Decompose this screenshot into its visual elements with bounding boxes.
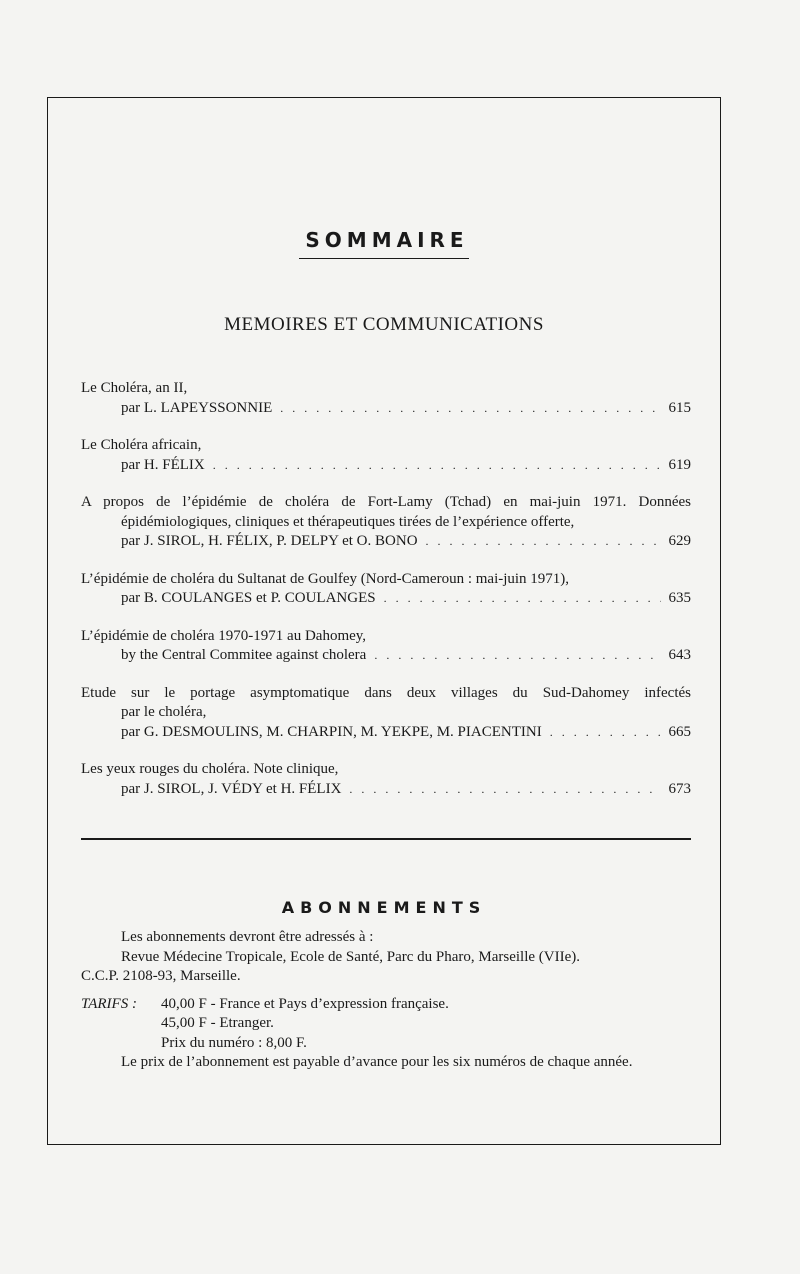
toc-entry-authors: par J. SIROL, H. FÉLIX, P. DELPY et O. BONO [121,533,418,549]
toc-entry-author-line [81,589,691,609]
prix-numero: Prix du numéro : 8,00 F. [161,1034,307,1051]
leader-dots [374,646,660,666]
toc-entry [81,379,691,418]
toc-entry-page: 643 [668,647,691,663]
toc-entry-title: Etude sur le portage asymptomatique dans deux villages du Sud-Dahomey infectés [81,684,691,701]
leader-dots [213,456,661,476]
section-title: MEMOIRES ET COMMUNICATIONS [224,314,544,335]
toc-entry-title: Les yeux rouges du choléra. Note clinique, [81,761,339,777]
toc-entry-authors: by the Central Commitee against cholera [121,647,367,663]
closing-note: Le prix de l’abonnement est payable d’avance pour les six numéros de chaque année. [121,1054,633,1070]
toc-entry-author-line [81,532,691,552]
table-of-contents [81,379,691,799]
leader-dots [280,399,660,419]
leader-dots [384,589,661,609]
toc-entry-authors: par J. SIROL, J. VÉDY et H. FÉLIX [121,780,342,797]
toc-entry-page: 635 [668,590,691,606]
toc-entry [81,760,691,799]
toc-entry-page: 615 [668,399,691,416]
abonnements-block [81,928,691,1073]
toc-entry [81,570,691,609]
abonnements-line: Les abonnements devront être adressés à : [121,929,374,945]
toc-entry-title: épidémiologiques, cliniques et thérapeutiques tirées de l’expérience offerte, [121,513,575,530]
abonnements-title: ABONNEMENTS [281,898,487,917]
toc-entry-authors: par H. FÉLIX [121,456,205,473]
toc-entry-author-line [81,456,691,476]
leader-dots [426,532,661,552]
toc-entry [81,684,691,743]
toc-entry-title: L’épidémie de choléra 1970-1971 au Dahomey, [81,627,367,644]
leader-dots [550,723,661,743]
tarifs-row [81,995,691,1015]
divider-rule [81,838,691,840]
tarifs-label: TARIFS : [81,995,137,1012]
toc-entry-page: 619 [668,456,691,473]
toc-entry-authors: par G. DESMOULINS, M. CHARPIN, M. YEKPE, M. PIACENTINI [121,723,542,740]
page-frame [47,97,721,1145]
toc-entry-author-line [81,399,691,419]
abonnements-address: Revue Médecine Tropicale, Ecole de Santé, Parc du Pharo, Marseille (VIIe). [121,948,581,965]
sommaire-title: SOMMAIRE [299,228,468,259]
toc-entry-page: 673 [668,780,691,797]
toc-entry-page: 665 [668,723,691,740]
leader-dots [349,780,660,800]
toc-entry [81,436,691,475]
toc-entry [81,627,691,666]
toc-entry-authors: par B. COULANGES et P. COULANGES [121,590,376,606]
abonnements-ccp: C.C.P. 2108-93, Marseille. [81,968,241,984]
toc-entry [81,493,691,552]
tarif-france: 40,00 F - France et Pays d’expression française. [161,995,449,1012]
toc-entry-author-line [81,646,691,666]
toc-entry-author-line [81,723,691,743]
toc-entry-title: par le choléra, [121,704,207,720]
sommaire-heading [48,228,720,259]
tarif-etranger: 45,00 F - Etranger. [161,1015,274,1031]
toc-entry-author-line [81,780,691,800]
toc-entry-title: L’épidémie de choléra du Sultanat de Goulfey (Nord-Cameroun : mai-juin 1971), [81,570,570,587]
toc-entry-title: A propos de l’épidémie de choléra de Fort-Lamy (Tchad) en mai-juin 1971. Données [81,494,691,510]
toc-entry-authors: par L. LAPEYSSONNIE [121,399,273,416]
toc-entry-page: 629 [668,533,691,549]
toc-entry-title: Le Choléra africain, [81,437,202,453]
toc-entry-title: Le Choléra, an II, [81,380,188,396]
